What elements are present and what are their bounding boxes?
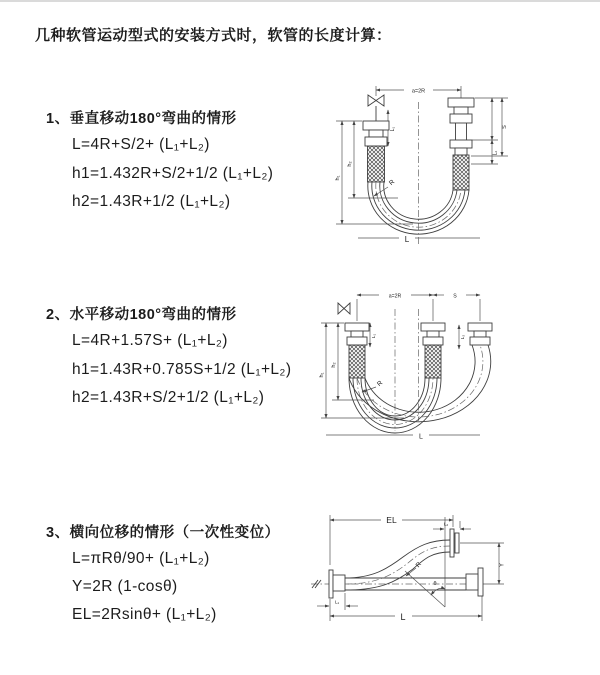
diagram-horizontal-180-bend [316,283,561,458]
dimension-annotations [319,294,480,441]
formula-line: h2=1.43R+S/2+1/2 (L₁+L₂) [72,389,265,406]
dimension-annotations [335,86,508,244]
dim-label-l1: L₁ [334,600,340,606]
section-3-heading: 3、横向位移的情形（一次性变位） [46,525,280,541]
formula-line: L=πRθ/90+ (L₁+L₂) [72,550,210,567]
formula-line: L=4R+1.57S+ (L₁+L₂) [72,332,228,349]
dim-label-l1: L₁ [390,126,396,132]
formula-line: Y=2R (1-cosθ) [72,578,178,595]
dim-label-l2: L₂ [461,334,466,340]
dim-label-span: a=2R [388,293,402,300]
dim-label-theta: θ [433,581,437,587]
hose-assembly [311,529,483,598]
section-1-heading: 1、垂直移动180°弯曲的情形 [46,111,237,127]
formula-line: L=4R+S/2+ (L₁+L₂) [72,136,210,153]
dim-label-l1: L₁ [372,333,377,339]
dim-label-l2: L₂ [492,150,499,156]
section-2-heading: 2、水平移动180°弯曲的情形 [46,307,237,323]
dim-label-radius: R [387,178,397,188]
page-title: 几种软管运动型式的安装方式时，软管的长度计算： [35,27,392,44]
dim-label-y: Y [499,562,506,568]
dim-label-length: L [419,433,423,441]
dim-label-length: L [400,612,406,622]
dim-label-h1: h₁ [335,175,341,181]
formula-line: EL=2Rsinθ+ (L₁+L₂) [72,606,217,623]
dim-label-el: EL [386,515,397,525]
dim-label-h2: h₂ [347,161,353,167]
page-top-border [0,0,600,2]
dim-label-s: S [502,125,508,129]
formula-line: h1=1.43R+0.785S+1/2 (L₁+L₂) [72,361,292,378]
dimension-annotations [317,515,506,622]
dim-label-h1: h₁ [319,372,325,378]
dim-label-length: L [404,235,410,244]
formula-line: h1=1.432R+S/2+1/2 (L₁+L₂) [72,165,274,182]
dim-label-s: S [453,293,457,300]
dim-label-l2: L₂ [443,522,449,528]
dim-label-radius: R [375,379,385,389]
diagram-vertical-180-bend [318,72,533,257]
dim-label-h2: h₂ [331,362,337,368]
formula-line: h2=1.43R+1/2 (L₁+L₂) [72,193,231,210]
hose-assembly [338,303,492,433]
hose-assembly [363,95,474,244]
dim-label-radius: R [414,560,424,570]
dim-label-span: a=2R [411,88,426,95]
diagram-lateral-displacement [303,503,583,658]
